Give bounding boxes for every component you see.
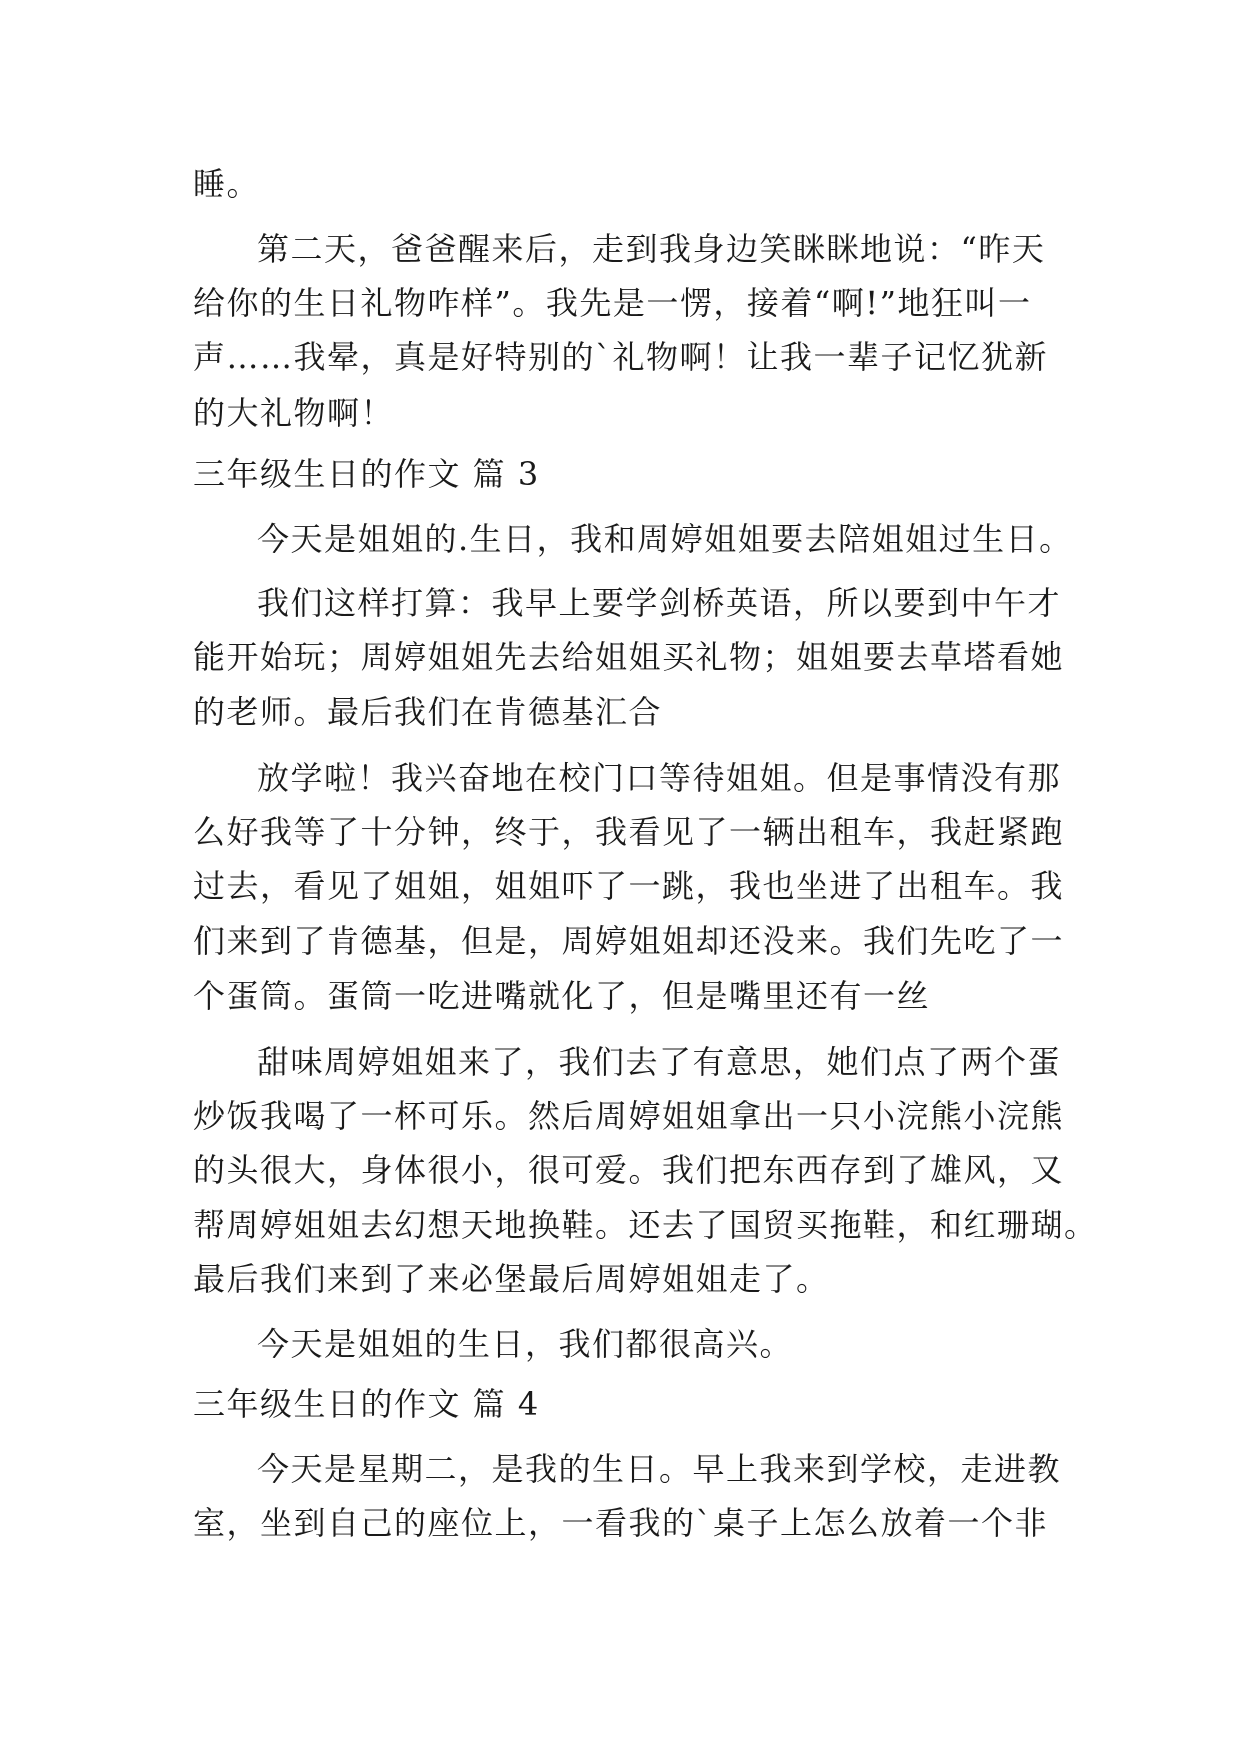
paragraph-line: 个蛋筒。蛋筒一吃进嘴就化了，但是嘴里还有一丝 [193, 977, 931, 1015]
paragraph-line: 今天是星期二，是我的生日。早上我来到学校，走进教 [257, 1450, 1062, 1488]
paragraph-line: 室，坐到自己的座位上，一看我的`桌子上怎么放着一个非 [193, 1504, 1049, 1542]
paragraph-line: 甜味周婷姐姐来了，我们去了有意思，她们点了两个蛋 [257, 1043, 1062, 1081]
paragraph-line: 第二天，爸爸醒来后，走到我身边笑眯眯地说：“昨天 [257, 230, 1046, 268]
paragraph-line: 今天是姐姐的生日，我们都很高兴。 [257, 1325, 794, 1363]
paragraph-line: 声……我晕，真是好特别的`礼物啊！让我一辈子记忆犹新 [193, 338, 1049, 376]
paragraph-line: 给你的生日礼物咋样”。我先是一愣，接着“啊!”地狂叫一 [193, 284, 1032, 322]
paragraph-line: 的大礼物啊！ [193, 394, 395, 432]
paragraph-line: 们来到了肯德基，但是，周婷姐姐却还没来。我们先吃了一 [193, 922, 1065, 960]
paragraph-line: 的老师。最后我们在肯德基汇合 [193, 693, 663, 731]
section-heading: 三年级生日的作文 篇 4 [193, 1385, 540, 1423]
paragraph-line: 帮周婷姐姐去幻想天地换鞋。还去了国贸买拖鞋，和红珊瑚。 [193, 1206, 1098, 1244]
paragraph-line: 过去，看见了姐姐，姐姐吓了一跳，我也坐进了出租车。我 [193, 867, 1065, 905]
paragraph-line: 最后我们来到了来必堡最后周婷姐姐走了。 [193, 1260, 830, 1298]
paragraph-line: 放学啦！我兴奋地在校门口等待姐姐。但是事情没有那 [257, 759, 1062, 797]
paragraph-line: 炒饭我喝了一杯可乐。然后周婷姐姐拿出一只小浣熊小浣熊 [193, 1097, 1065, 1135]
paragraph-line: 我们这样打算：我早上要学剑桥英语，所以要到中午才 [257, 584, 1062, 622]
paragraph-line: 能开始玩；周婷姐姐先去给姐姐买礼物；姐姐要去草塔看她 [193, 638, 1065, 676]
paragraph-line: 么好我等了十分钟，终于，我看见了一辆出租车，我赶紧跑 [193, 813, 1065, 851]
section-heading: 三年级生日的作文 篇 3 [193, 455, 540, 493]
paragraph-line: 睡。 [193, 165, 261, 203]
paragraph-line: 今天是姐姐的.生日，我和周婷姐姐要去陪姐姐过生日。 [257, 520, 1073, 558]
paragraph-line: 的头很大，身体很小，很可爱。我们把东西存到了雄风，又 [193, 1151, 1065, 1189]
